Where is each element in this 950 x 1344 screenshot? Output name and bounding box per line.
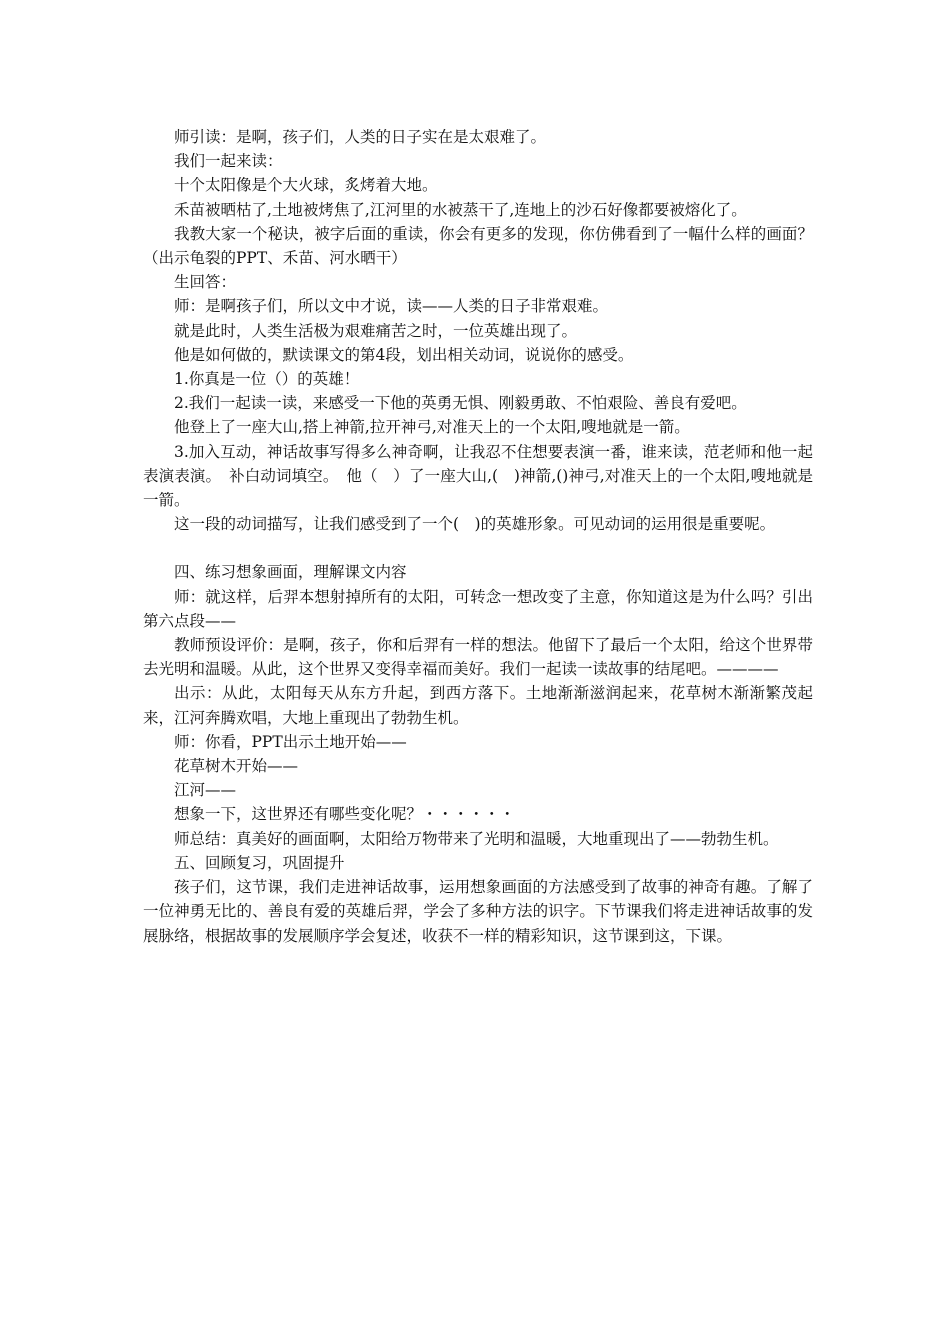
paragraph: 孩子们，这节课，我们走进神话故事，运用想象画面的方法感受到了故事的神奇有趣。了解了一位神勇无比的、善良有爱的英雄后羿，学会了多种方法的识字。下节课我们将走进神话故事的发展脉络，根据故事的发展顺序学会复述，收获不一样的精彩知识，这节课到这，下课。 — [143, 878, 813, 945]
paragraph: 师引读：是啊，孩子们，人类的日子实在是太艰难了。 — [174, 128, 547, 146]
paragraph: 教师预设评价：是啊，孩子，你和后羿有一样的想法。他留下了最后一个太阳，给这个世界带去光明和温暖。从此，这个世界又变得幸福而美好。我们一起读一读故事的结尾吧。———— — [143, 636, 813, 679]
paragraph: 他登上了一座大山,搭上神箭,拉开神弓,对准天上的一个太阳,嗖地就是一箭。 — [174, 418, 690, 437]
paragraph: 这一段的动词描写，让我们感受到了一个( )的英雄形象。可见动词的运用很是重要呢。 — [174, 515, 776, 534]
paragraph: 出示：从此，太阳每天从东方升起，到西方落下。土地渐渐滋润起来，花草树木渐渐繁茂起来，江河奔腾欢唱，大地上重现出了勃勃生机。 — [143, 684, 813, 727]
paragraph: 师：就这样，后羿本想射掉所有的太阳，可转念一想改变了主意，你知道这是为什么吗？引出第六点段—— — [143, 587, 813, 630]
paragraph: 我教大家一个秘诀，被字后面的重读，你会有更多的发现，你仿佛看到了一幅什么样的画面？（出示龟裂的PPT、禾苗、河水晒干） — [143, 224, 813, 268]
paragraph: 禾苗被晒枯了,土地被烤焦了,江河里的水被蒸干了,连地上的沙石好像都要被熔化了。 — [174, 200, 747, 219]
paragraph: 生回答： — [174, 273, 237, 292]
document-body — [143, 125, 813, 948]
paragraph: 就是此时，人类生活极为艰难痛苦之时，一位英雄出现了。 — [174, 321, 578, 340]
paragraph: 师总结：真美好的画面啊，太阳给万物带来了光明和温暖，大地重现出了——勃勃生机。 — [174, 829, 779, 848]
paragraph: 花草树木开始—— — [174, 757, 299, 776]
paragraph: 师：是啊孩子们，所以文中才说，读——人类的日子非常艰难。 — [174, 297, 609, 316]
paragraph: 江河—— — [174, 781, 237, 800]
list-item: 1.你真是一位（）的英雄！ — [174, 370, 360, 389]
paragraph: 我们一起来读： — [174, 152, 283, 171]
section-heading-4: 四、练习想象画面，理解课文内容 — [174, 563, 407, 582]
list-item: 2.我们一起读一读，来感受一下他的英勇无惧、刚毅勇敢、不怕艰险、善良有爱吧。 — [174, 394, 747, 413]
paragraph: 师：你看，PPT出示土地开始—— — [174, 732, 407, 751]
paragraph: 十个太阳像是个大火球，炙烤着大地。 — [174, 176, 438, 195]
paragraph: 他是如何做的，默读课文的第4段，划出相关动词，说说你的感受。 — [174, 345, 634, 364]
section-heading-5: 五、回顾复习，巩固提升 — [174, 853, 345, 872]
list-item: 3.加入互动，神话故事写得多么神奇啊，让我忍不住想要表演一番，谁来读，范老师和他一起表演表演。 补白动词填空。 他（ ）了一座大山,( )神箭,()神弓,对准天上的一个太阳,嗖地就是一箭。 — [143, 442, 813, 510]
paragraph: 想象一下，这世界还有哪些变化呢？・・・・・・ — [174, 805, 516, 824]
